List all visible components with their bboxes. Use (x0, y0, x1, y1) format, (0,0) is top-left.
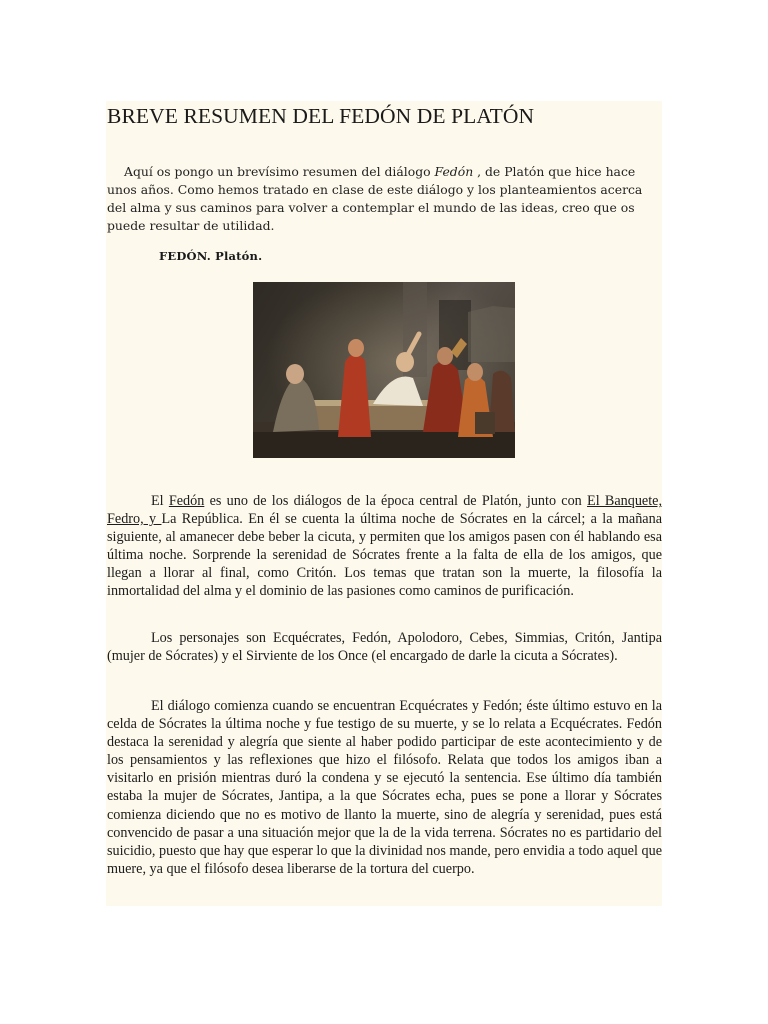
body-paragraph-1 (107, 492, 662, 601)
para1-text-1: El (151, 493, 169, 509)
para2-text: Los personajes son Ecquécrates, Fedón, Apolodoro, Cebes, Simmias, Critón, Jantipa (mujer de Sócrates) y el Sirviente de los Once (el encargado de darle la cicuta a Sócrates). (107, 630, 662, 665)
banquete-fedro-link[interactable]: El Banquete, Fedro, y (107, 493, 663, 528)
para3-text: El diálogo comienza cuando se encuentran Ecquécrates y Fedón; éste último estuvo en la celda de Sócrates la última noche y fue testigo de su muerte, y se lo relata a Ecquécrates. Fedón destaca la serenidad y alegría que siente al haber podido participar de este acontecimiento y de los pensamientos y las reflexiones que hizo el filósofo. Relata que todos los amigos iban a visitarlo en prisión mientras duró la condena y se ejecutó la sentencia. Ese último día también estaba la mujer de Sócrates, Jantipa, a la que Sócrates echa, pues se pone a llorar y Sócrates comienza diciendo que no es motivo de llanto la muerte, sino de alegría y serenidad, pues está convencido de pasar a una situación mejor que la de la vida terrena. Sócrates no es partidario del suicidio, puesto que hay que esperar lo que la divinidad nos mande, pero envidia a todo aquel que muere, ya que el filósofo desea liberarse de la tortura del cuerpo. (107, 698, 662, 877)
para1-text-2: es uno de los diálogos de la época central de Platón, junto con (204, 493, 588, 509)
intro-text-2: , de Platón que hice hace unos años. Como hemos tratado en clase de este diálogo y los planteamientos acerca del alma y sus caminos para volver a contemplar el mundo de las ideas, creo que os puede resultar de utilidad. (107, 164, 643, 233)
intro-text-1: Aquí os pongo un brevísimo resumen del diálogo (124, 164, 435, 179)
para1-text-3: La República. En él se cuenta la última noche de Sócrates en la cárcel; a la mañana siguiente, al amanecer debe beber la cicuta, y permiten que los amigos pasen con él hablando esa última noche. Sorprende la serenidad de Sócrates frente a la falta de ella de los amigos, que llegan a llorar al final, como Critón. Los temas que tratan son la muerte, la filosofía la inmortalidad del alma y el dominio de las pasiones como caminos de purificación. (107, 511, 662, 600)
body-paragraph-2 (107, 629, 662, 665)
death-of-socrates-painting (253, 282, 515, 458)
body-paragraph-3 (107, 697, 662, 878)
intro-italic-title: Fedón (434, 164, 474, 179)
intro-paragraph (107, 163, 647, 235)
document-title: BREVE RESUMEN DEL FEDÓN DE PLATÓN (107, 104, 535, 128)
fedon-link[interactable]: Fedón (168, 493, 205, 509)
section-subtitle: FEDÓN. Platón. (159, 249, 263, 263)
